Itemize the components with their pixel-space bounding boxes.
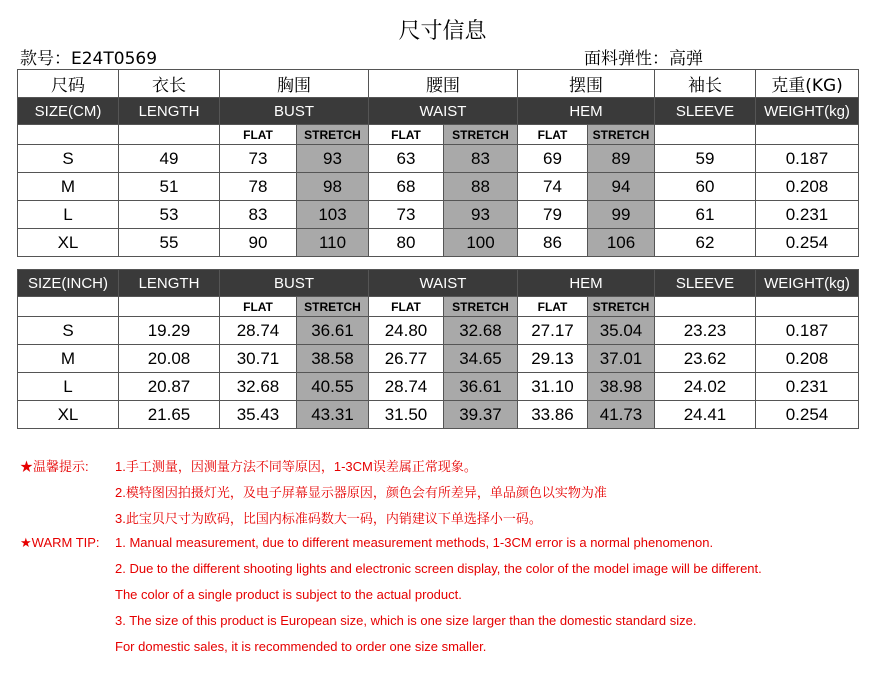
- cell-waist-flat: 26.77: [369, 345, 444, 373]
- cell-hem-stretch: 89: [588, 145, 655, 173]
- cell-waist-flat: 73: [369, 201, 444, 229]
- subheader-flat: FLAT: [220, 297, 297, 317]
- subheader-row: [18, 297, 859, 317]
- header-cn-bust: 胸围: [220, 70, 369, 98]
- table-row: [18, 201, 859, 229]
- subheader-stretch: STRETCH: [444, 125, 518, 145]
- subheader-flat: FLAT: [369, 297, 444, 317]
- cell-bust-stretch: 38.58: [297, 345, 369, 373]
- cell-sleeve: 24.02: [655, 373, 756, 401]
- header-cn-sleeve: 袖长: [655, 70, 756, 98]
- cell-size: S: [18, 317, 119, 345]
- cell-length: 20.87: [119, 373, 220, 401]
- cell-sleeve: 62: [655, 229, 756, 257]
- subheader-stretch: STRETCH: [588, 125, 655, 145]
- table-row: [18, 345, 859, 373]
- page-title: 尺寸信息: [398, 19, 487, 44]
- cell-hem-stretch: 38.98: [588, 373, 655, 401]
- header-length: LENGTH: [119, 270, 220, 297]
- header-bust: BUST: [220, 270, 369, 297]
- header-row-en: [18, 270, 859, 297]
- header-sleeve: SLEEVE: [655, 98, 756, 125]
- cell-sleeve: 61: [655, 201, 756, 229]
- cell-weight: 0.231: [756, 373, 859, 401]
- tip-en-line-1: 1. Manual measurement, due to different measurement methods, 1-3CM error is a normal phenomenon.: [115, 535, 714, 550]
- header-length: LENGTH: [119, 98, 220, 125]
- header-row-cn: [18, 70, 859, 98]
- header-size: SIZE(CM): [18, 98, 119, 125]
- cell-hem-flat: 69: [518, 145, 588, 173]
- cell-size: XL: [18, 229, 119, 257]
- cell-sleeve: 24.41: [655, 401, 756, 429]
- cell-length: 21.65: [119, 401, 220, 429]
- header-cn-hem: 摆围: [518, 70, 655, 98]
- cell-bust-flat: 90: [220, 229, 297, 257]
- cell-length: 51: [119, 173, 220, 201]
- subheader-flat: FLAT: [518, 125, 588, 145]
- style-number: 款号：E24T0569: [20, 49, 158, 69]
- header-waist: WAIST: [369, 98, 518, 125]
- cell-waist-stretch: 39.37: [444, 401, 518, 429]
- cell-bust-flat: 78: [220, 173, 297, 201]
- cell-size: M: [18, 173, 119, 201]
- cell-bust-stretch: 98: [297, 173, 369, 201]
- cell-bust-stretch: 36.61: [297, 317, 369, 345]
- cell-hem-stretch: 37.01: [588, 345, 655, 373]
- subheader-empty: [756, 297, 859, 317]
- cell-waist-flat: 68: [369, 173, 444, 201]
- subheader-stretch: STRETCH: [297, 125, 369, 145]
- subheader-stretch: STRETCH: [444, 297, 518, 317]
- cell-size: M: [18, 345, 119, 373]
- fabric-elasticity: 面料弹性：高弹: [584, 49, 703, 69]
- cell-waist-flat: 80: [369, 229, 444, 257]
- header-hem: HEM: [518, 98, 655, 125]
- cell-size: XL: [18, 401, 119, 429]
- table-row: [18, 317, 859, 345]
- cell-hem-stretch: 99: [588, 201, 655, 229]
- cell-hem-flat: 29.13: [518, 345, 588, 373]
- table-row: [18, 229, 859, 257]
- cell-bust-flat: 30.71: [220, 345, 297, 373]
- table-row: [18, 173, 859, 201]
- header-size: SIZE(INCH): [18, 270, 119, 297]
- cell-hem-flat: 27.17: [518, 317, 588, 345]
- cell-waist-flat: 31.50: [369, 401, 444, 429]
- table-row: [18, 401, 859, 429]
- size-table-inch: [17, 269, 859, 429]
- cell-sleeve: 59: [655, 145, 756, 173]
- subheader-empty: [119, 297, 220, 317]
- cell-length: 49: [119, 145, 220, 173]
- cell-bust-stretch: 40.55: [297, 373, 369, 401]
- cell-weight: 0.208: [756, 173, 859, 201]
- cell-bust-flat: 83: [220, 201, 297, 229]
- header-weight: WEIGHT(kg): [756, 270, 859, 297]
- cell-bust-stretch: 43.31: [297, 401, 369, 429]
- subheader-empty: [18, 297, 119, 317]
- cell-weight: 0.187: [756, 145, 859, 173]
- cell-length: 53: [119, 201, 220, 229]
- tip-en-line-3: The color of a single product is subject to the actual product.: [115, 587, 462, 602]
- cell-waist-stretch: 100: [444, 229, 518, 257]
- header-row-en: [18, 98, 859, 125]
- subheader-empty: [18, 125, 119, 145]
- cell-weight: 0.231: [756, 201, 859, 229]
- cell-waist-flat: 63: [369, 145, 444, 173]
- cell-waist-stretch: 83: [444, 145, 518, 173]
- cell-size: S: [18, 145, 119, 173]
- cell-sleeve: 23.62: [655, 345, 756, 373]
- subheader-flat: FLAT: [220, 125, 297, 145]
- cell-waist-stretch: 93: [444, 201, 518, 229]
- cell-size: L: [18, 373, 119, 401]
- tip-en-tag: ★WARM TIP:: [20, 535, 100, 550]
- cell-waist-flat: 24.80: [369, 317, 444, 345]
- cell-bust-stretch: 93: [297, 145, 369, 173]
- header-bust: BUST: [220, 98, 369, 125]
- header-weight: WEIGHT(kg): [756, 98, 859, 125]
- cell-hem-stretch: 35.04: [588, 317, 655, 345]
- tip-cn-line-1: 1.手工测量，因测量方法不同等原因，1-3CM误差属正常现象。: [115, 459, 477, 474]
- tip-cn-tag: ★温馨提示:: [20, 459, 89, 474]
- cell-waist-stretch: 34.65: [444, 345, 518, 373]
- cell-length: 20.08: [119, 345, 220, 373]
- cell-bust-flat: 73: [220, 145, 297, 173]
- table-row: [18, 373, 859, 401]
- subheader-empty: [655, 125, 756, 145]
- header-sleeve: SLEEVE: [655, 270, 756, 297]
- cell-hem-flat: 74: [518, 173, 588, 201]
- cell-bust-flat: 32.68: [220, 373, 297, 401]
- subheader-empty: [756, 125, 859, 145]
- cell-hem-flat: 79: [518, 201, 588, 229]
- tip-en-line-4: 3. The size of this product is European size, which is one size larger than the domestic standard size.: [115, 613, 697, 628]
- size-table-cm: [17, 69, 859, 257]
- cell-bust-flat: 28.74: [220, 317, 297, 345]
- cell-hem-stretch: 106: [588, 229, 655, 257]
- cell-length: 55: [119, 229, 220, 257]
- table-row: [18, 145, 859, 173]
- cell-bust-stretch: 110: [297, 229, 369, 257]
- cell-bust-stretch: 103: [297, 201, 369, 229]
- header-cn-weight: 克重(KG): [756, 70, 859, 98]
- header-cn-size: 尺码: [18, 70, 119, 98]
- cell-waist-stretch: 32.68: [444, 317, 518, 345]
- cell-weight: 0.254: [756, 401, 859, 429]
- cell-hem-flat: 86: [518, 229, 588, 257]
- cell-sleeve: 23.23: [655, 317, 756, 345]
- cell-weight: 0.254: [756, 229, 859, 257]
- cell-waist-stretch: 88: [444, 173, 518, 201]
- subheader-empty: [655, 297, 756, 317]
- header-hem: HEM: [518, 270, 655, 297]
- subheader-flat: FLAT: [518, 297, 588, 317]
- cell-length: 19.29: [119, 317, 220, 345]
- header-cn-waist: 腰围: [369, 70, 518, 98]
- cell-hem-flat: 31.10: [518, 373, 588, 401]
- cell-hem-stretch: 41.73: [588, 401, 655, 429]
- cell-bust-flat: 35.43: [220, 401, 297, 429]
- cell-waist-flat: 28.74: [369, 373, 444, 401]
- cell-sleeve: 60: [655, 173, 756, 201]
- header-cn-length: 衣长: [119, 70, 220, 98]
- tip-cn-line-2: 2.模特图因拍摄灯光，及电子屏幕显示器原因，颜色会有所差异，单品颜色以实物为准: [115, 485, 607, 500]
- subheader-stretch: STRETCH: [297, 297, 369, 317]
- tip-en-line-5: For domestic sales, it is recommended to order one size smaller.: [115, 639, 487, 654]
- subheader-row: [18, 125, 859, 145]
- header-waist: WAIST: [369, 270, 518, 297]
- cell-hem-flat: 33.86: [518, 401, 588, 429]
- cell-hem-stretch: 94: [588, 173, 655, 201]
- subheader-stretch: STRETCH: [588, 297, 655, 317]
- cell-weight: 0.208: [756, 345, 859, 373]
- cell-weight: 0.187: [756, 317, 859, 345]
- cell-waist-stretch: 36.61: [444, 373, 518, 401]
- subheader-flat: FLAT: [369, 125, 444, 145]
- cell-size: L: [18, 201, 119, 229]
- tip-en-line-2: 2. Due to the different shooting lights and electronic screen display, the color of the model image will be different.: [115, 561, 762, 576]
- subheader-empty: [119, 125, 220, 145]
- tip-cn-line-3: 3.此宝贝尺寸为欧码，比国内标准码数大一码，内销建议下单选择小一码。: [115, 511, 542, 526]
